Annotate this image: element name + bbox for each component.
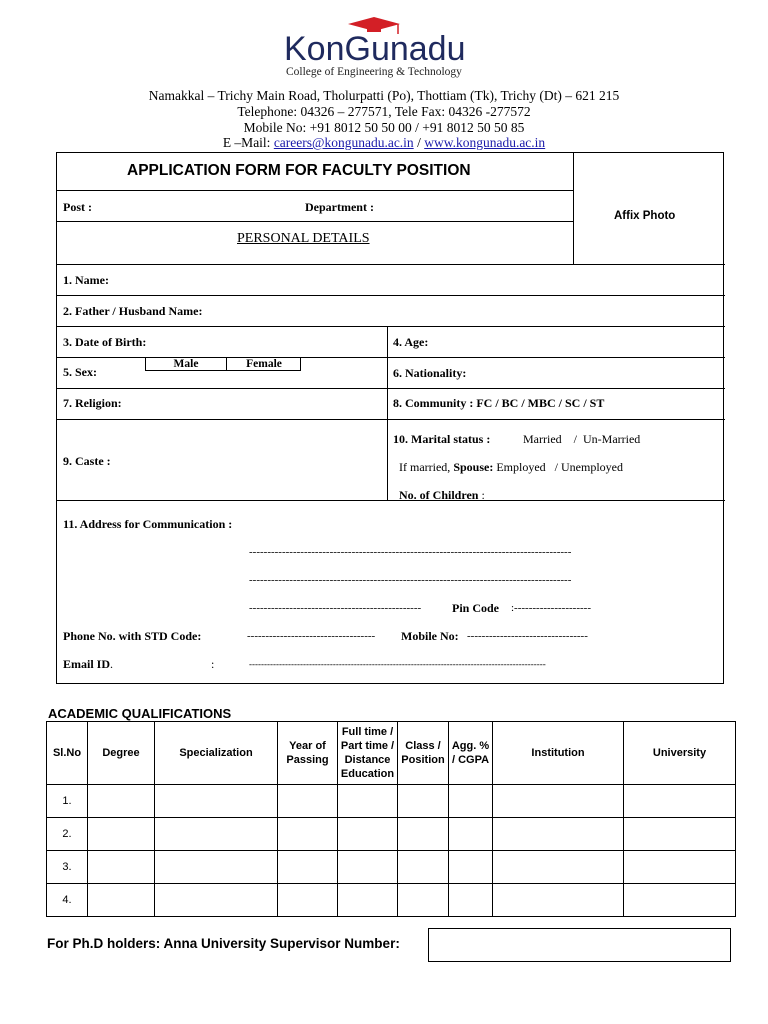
- logo-brand-text: KonGunadu: [284, 30, 466, 68]
- table-cell[interactable]: [493, 818, 624, 851]
- table-cell[interactable]: [338, 851, 398, 884]
- sex-option-male[interactable]: Male: [146, 358, 227, 370]
- post-label: Post :: [63, 200, 92, 214]
- website-link[interactable]: www.kongunadu.ac.in: [424, 135, 546, 150]
- phone-label: Phone No. with STD Code:: [63, 629, 202, 643]
- table-cell[interactable]: [398, 884, 449, 917]
- table-cell[interactable]: [624, 851, 736, 884]
- table-cell[interactable]: [155, 884, 278, 917]
- name-field[interactable]: [117, 268, 717, 292]
- community-label: 8. Community : FC / BC / MBC / SC / ST: [393, 396, 605, 410]
- col-header-agg: Agg. % / CGPA: [449, 722, 493, 785]
- row-number-cell: 3.: [47, 851, 88, 884]
- department-label: Department :: [305, 200, 374, 214]
- table-cell[interactable]: [155, 785, 278, 818]
- children-label: No. of Children: [399, 488, 479, 502]
- table-row: [47, 785, 736, 818]
- sex-options-box: [145, 357, 301, 371]
- mobile-label: Mobile No:: [401, 629, 459, 643]
- caste-field[interactable]: [117, 449, 382, 473]
- table-cell[interactable]: [338, 884, 398, 917]
- age-label: 4. Age:: [393, 335, 429, 349]
- table-cell[interactable]: [338, 818, 398, 851]
- address-line-2: Telephone: 04326 – 277571, Tele Fax: 04326 -277572: [237, 104, 531, 119]
- spouse-label: Spouse:: [453, 460, 494, 474]
- photo-box[interactable]: [574, 153, 724, 264]
- address-line-4: [0, 135, 768, 151]
- table-cell[interactable]: [624, 818, 736, 851]
- table-cell[interactable]: [278, 818, 338, 851]
- table-row: [47, 818, 736, 851]
- row-number-cell: 2.: [47, 818, 88, 851]
- spouse-prefix: If married,: [399, 460, 454, 474]
- dob-label: 3. Date of Birth:: [63, 335, 147, 349]
- personal-details-heading: PERSONAL DETAILS: [237, 231, 370, 246]
- phd-label: For Ph.D holders: Anna University Supervisor Number:: [47, 936, 400, 951]
- table-cell[interactable]: [278, 884, 338, 917]
- spouse-options[interactable]: Employed / Unemployed: [493, 460, 623, 474]
- father-husband-label: 2. Father / Husband Name:: [63, 304, 203, 318]
- email-colon: :: [211, 657, 215, 671]
- table-cell[interactable]: [88, 785, 155, 818]
- table-cell[interactable]: [493, 884, 624, 917]
- table-cell[interactable]: [493, 785, 624, 818]
- department-field[interactable]: [387, 195, 567, 217]
- marital-options[interactable]: Married / Un-Married: [523, 432, 641, 446]
- table-cell[interactable]: [493, 851, 624, 884]
- supervisor-number-field[interactable]: [428, 928, 731, 962]
- application-form: [56, 152, 724, 684]
- col-header-degree: Degree: [88, 722, 155, 785]
- row-number-cell: 4.: [47, 884, 88, 917]
- qualifications-table: [46, 721, 736, 917]
- table-cell[interactable]: [398, 785, 449, 818]
- table-cell[interactable]: [278, 851, 338, 884]
- table-cell[interactable]: [449, 818, 493, 851]
- table-cell[interactable]: [449, 785, 493, 818]
- address-line-field-2[interactable]: ----------------------------------------------------------------------------------------: [249, 574, 572, 586]
- spouse-line: [399, 460, 623, 475]
- table-cell[interactable]: [449, 851, 493, 884]
- phone-field[interactable]: -----------------------------------: [247, 630, 376, 642]
- logo-subtitle-text: College of Engineering & Technology: [286, 66, 462, 78]
- affix-photo-label: Affix Photo: [614, 210, 676, 222]
- dob-field[interactable]: [157, 330, 382, 354]
- college-logo: [270, 14, 530, 80]
- table-cell[interactable]: [624, 884, 736, 917]
- table-cell[interactable]: [278, 785, 338, 818]
- table-row: [47, 884, 736, 917]
- logo-graphic: [270, 14, 530, 80]
- father-husband-field[interactable]: [222, 299, 717, 323]
- col-header-class: Class / Position: [398, 722, 449, 785]
- table-cell[interactable]: [624, 785, 736, 818]
- mobile-field[interactable]: ---------------------------------: [467, 630, 588, 642]
- children-colon: :: [478, 488, 485, 502]
- table-header-row: [47, 722, 736, 785]
- sex-option-female[interactable]: Female: [246, 358, 282, 370]
- email-link[interactable]: careers@kongunadu.ac.in: [273, 135, 414, 150]
- col-header-year: Year of Passing: [278, 722, 338, 785]
- name-label: 1. Name:: [63, 273, 109, 287]
- email-id-label: Email ID.: [63, 657, 114, 671]
- col-header-institution: Institution: [493, 722, 624, 785]
- children-line: [399, 488, 485, 503]
- table-cell[interactable]: [88, 884, 155, 917]
- link-separator: /: [413, 135, 425, 150]
- table-cell[interactable]: [155, 851, 278, 884]
- table-cell[interactable]: [155, 818, 278, 851]
- religion-field[interactable]: [137, 392, 382, 416]
- pin-code-label: Pin Code: [452, 601, 500, 615]
- col-header-university: University: [624, 722, 736, 785]
- nationality-label: 6. Nationality:: [393, 366, 467, 380]
- email-field[interactable]: ---------------------------------------------------------------------------------------------------: [249, 659, 546, 669]
- sex-label: 5. Sex:: [63, 365, 97, 379]
- pin-code-field[interactable]: :---------------------: [511, 602, 591, 614]
- caste-label: 9. Caste :: [63, 454, 111, 468]
- col-header-specialization: Specialization: [155, 722, 278, 785]
- table-cell[interactable]: [338, 785, 398, 818]
- address-label: 11. Address for Communication :: [63, 517, 233, 531]
- table-cell[interactable]: [88, 851, 155, 884]
- address-line-field-1[interactable]: ----------------------------------------------------------------------------------------: [249, 546, 572, 558]
- marital-status-label: 10. Marital status :: [393, 432, 491, 446]
- table-cell[interactable]: [449, 884, 493, 917]
- form-title: APPLICATION FORM FOR FACULTY POSITION: [127, 162, 471, 179]
- address-line-field-3[interactable]: -----------------------------------------------: [249, 602, 422, 614]
- academic-heading: ACADEMIC QUALIFICATIONS: [48, 706, 232, 721]
- post-field[interactable]: [97, 195, 297, 217]
- email-prefix: E –Mail:: [222, 135, 274, 150]
- table-cell[interactable]: [398, 818, 449, 851]
- col-header-mode: Full time / Part time / Distance Education: [338, 722, 398, 785]
- nationality-field[interactable]: [477, 361, 717, 385]
- address-line-3: Mobile No: +91 8012 50 50 00 / +91 8012 50 50 85: [243, 120, 525, 135]
- religion-label: 7. Religion:: [63, 396, 122, 410]
- table-cell[interactable]: [398, 851, 449, 884]
- table-cell[interactable]: [88, 818, 155, 851]
- age-field[interactable]: [437, 330, 717, 354]
- col-header-slno: Sl.No: [47, 722, 88, 785]
- address-line-1: Namakkal – Trichy Main Road, Tholurpatti (Po), Thottiam (Tk), Trichy (Dt) – 621 215: [148, 88, 620, 103]
- row-number-cell: 1.: [47, 785, 88, 818]
- table-row: [47, 851, 736, 884]
